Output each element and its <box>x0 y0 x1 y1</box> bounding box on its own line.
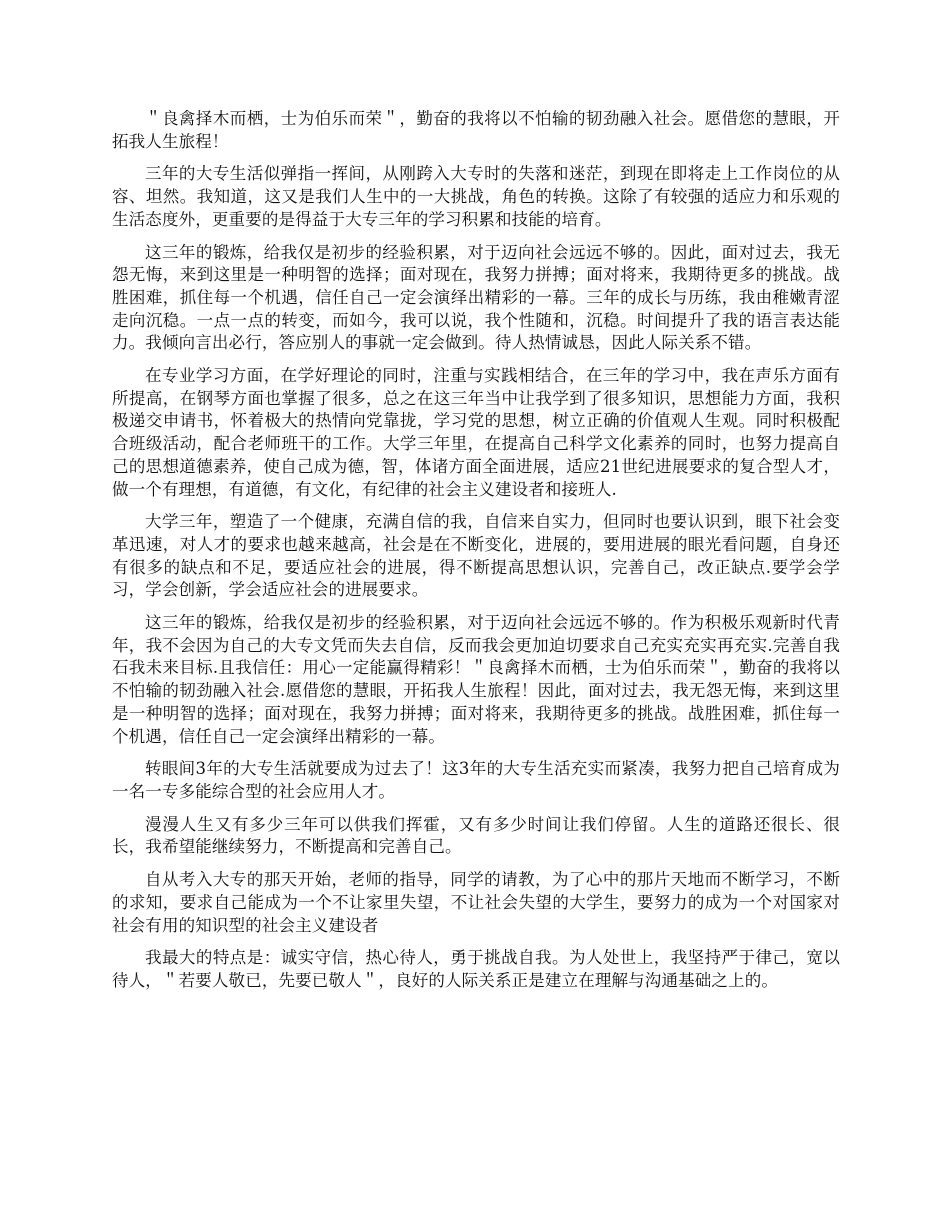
paragraph-3: 这三年的锻炼，给我仅是初步的经验积累，对于迈向社会远远不够的。因此，面对过去，我无怨无悔，来到这里是一种明智的选择；面对现在，我努力拼搏；面对将来，我期待更多的挑战。战胜困难，抓住每一个机遇，信任自己一定会演绎出精彩的一幕。三年的成长与历练，我由稚嫩青涩走向沉稳。一点一点的转变，而如今，我可以说，我个性随和，沉稳。时间提升了我的语言表达能力。我倾向言出必行，答应别人的事就一定会做到。待人热情诚恳，因此人际关系不错。 <box>112 242 840 353</box>
paragraph-2: 三年的大专生活似弹指一挥间，从刚跨入大专时的失落和迷茫，到现在即将走上工作岗位的从容、坦然。我知道，这又是我们人生中的一大挑战，角色的转换。这除了有较强的适应力和乐观的生活态度外，更重要的是得益于大专三年的学习积累和技能的培育。 <box>112 164 840 229</box>
paragraph-10: 我最大的特点是：诚实守信，热心待人，勇于挑战自我。为人处世上，我坚持严于律己，宽以待人，＂若要人敬已，先要已敬人＂，良好的人际关系正是建立在理解与沟通基础之上的。 <box>112 948 840 990</box>
paragraph-9: 自从考入大专的那天开始，老师的指导，同学的请教，为了心中的那片天地而不断学习，不断的求知，要求自己能成为一个不让家里失望，不让社会失望的大学生，要努力的成为一个对国家对社会有用的知识型的社会主义建设者 <box>112 870 840 935</box>
paragraph-5: 大学三年，塑造了一个健康，充满自信的我，自信来自实力，但同时也要认识到，眼下社会变革迅速，对人才的要求也越来越高，社会是在不断变化，进展的，要用进展的眼光看问题，自身还有很多的缺点和不足，要适应社会的进展，得不断提高思想认识，完善自己，改正缺点.要学会学习，学会创新，学会适应社会的进展要求。 <box>112 512 840 600</box>
paragraph-6: 这三年的锻炼，给我仅是初步的经验积累，对于迈向社会远远不够的。作为积极乐观新时代青年，我不会因为自己的大专文凭而失去自信，反而我会更加迫切要求自己充实充实再充实.完善自我石我未来目标.且我信任：用心一定能赢得精彩！＂良禽择木而栖，士为伯乐而荣＂，勤奋的我将以不怕输的韧劲融入社会.愿借您的慧眼，开拓我人生旅程！因此，面对过去，我无怨无悔，来到这里是一种明智的选择；面对现在，我努力拼搏；面对将来，我期待更多的挑战。战胜困难，抓住每一个机遇，信任自己一定会演绎出精彩的一幕。 <box>112 613 840 746</box>
paragraph-4: 在专业学习方面，在学好理论的同时，注重与实践相结合，在三年的学习中，我在声乐方面有所提高，在钢琴方面也掌握了很多，总之在这三年当中让我学到了很多知识，思想能力方面，我积极递交申请书，怀着极大的热情向党靠拢，学习党的思想，树立正确的价值观人生观。同时积极配合班级活动，配合老师班干的工作。大学三年里，在提高自己科学文化素养的同时，也努力提高自己的思想道德素养，使自己成为德，智，体诸方面全面进展，适应21世纪进展要求的复合型人才，做一个有理想，有道德，有文化，有纪律的社会主义建设者和接班人. <box>112 366 840 499</box>
paragraph-8: 漫漫人生又有多少三年可以供我们挥霍，又有多少时间让我们停留。人生的道路还很长、很长，我希望能继续努力，不断提高和完善自己。 <box>112 814 840 857</box>
paragraph-1: ＂良禽择木而栖，士为伯乐而荣＂，勤奋的我将以不怕输的韧劲融入社会。愿借您的慧眼，开拓我人生旅程！ <box>112 109 840 151</box>
paragraph-7: 转眼间3年的大专生活就要成为过去了！这3年的大专生活充实而紧凑，我努力把自己培育成为一名一专多能综合型的社会应用人才。 <box>112 759 840 801</box>
document-page <box>112 108 840 1003</box>
